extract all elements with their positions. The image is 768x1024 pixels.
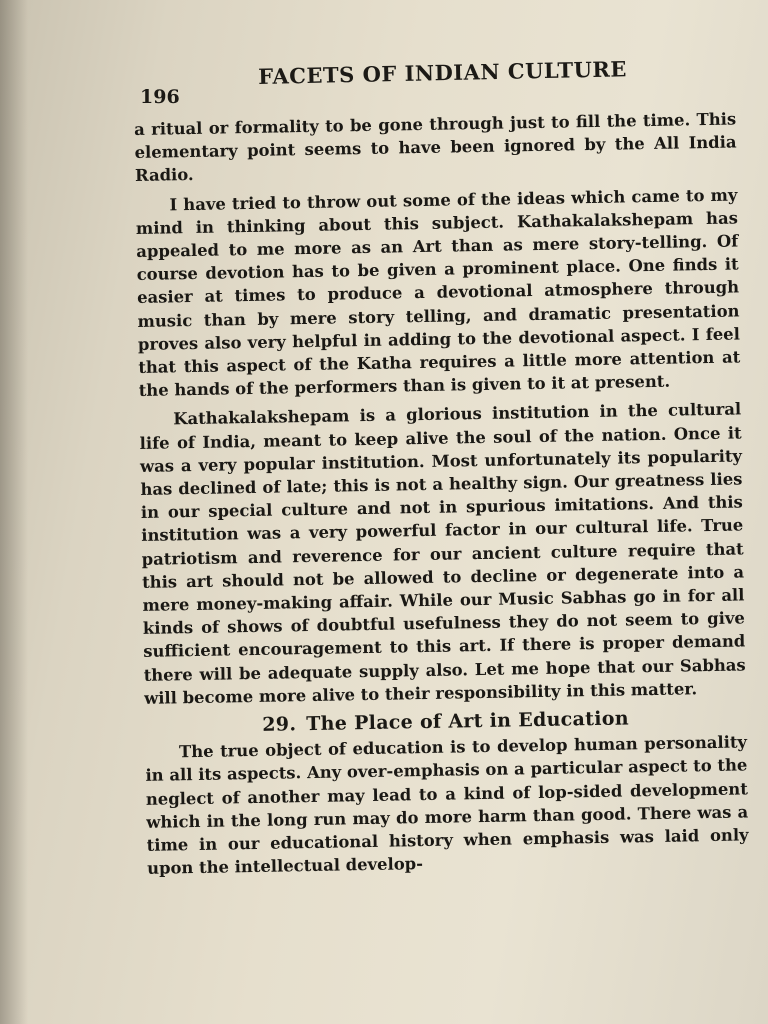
paragraph-institution: Kathakalakshepam is a glorious institution in the cultural life of India, meant to keep alive the soul of the nation. Once it was a very popular institution. Most unfortunately its popularity has declined of late; this is not a healthy sign. Our greatness lies in our special culture and not in spurious imitations. And this institution was a very powerful factor in our cultural life. True patriotism and reverence for our ancient culture require that this art should not be allowed to decline or degenerate into a mere money-making affair. While our Music Sabhas go in for all kinds of shows of doubtful usefulness they do not seem to give sufficient encouragement to this art. If there is proper demand there will be adequate supply also. Let me hope that our Sabhas will become more alive to their responsibility in this matter. (139, 399, 746, 708)
paragraph-continuation: a ritual or formality to be gone through just to fill the time. This elementary point seems to have been ignored by the All India Radio. (134, 109, 737, 186)
section-title: The Place of Art in Education (306, 707, 630, 736)
section-number: 29. (262, 713, 297, 736)
page-number: 196 (140, 86, 180, 108)
running-title: FACETS OF INDIAN CULTURE (258, 56, 628, 89)
paragraph-education: The true object of education is to develop human personality in all its aspects. Any over-emphasis on a particular aspect to the neglect of another may lead to a kind of lop-sided development which in the long run may do more harm than good. There was a time in our educational history when emphasis was laid only upon the intellectual develop- (145, 732, 749, 879)
paragraph-ideas: I have tried to throw out some of the ideas which came to my mind in thinking about this subject. Kathakalakshepam has appealed to me more as an Art than as mere story-telling. Of course devotion has to be given a prominent place. One finds it easier at times to produce a devotional atmosphere through music than by mere story telling, and dramatic presentation proves also very helpful in adding to the devotional aspect. I feel that this aspect of the Katha requires a little more attention at the hands of the performers than is given to it at present. (135, 185, 741, 401)
body-text (134, 107, 749, 886)
